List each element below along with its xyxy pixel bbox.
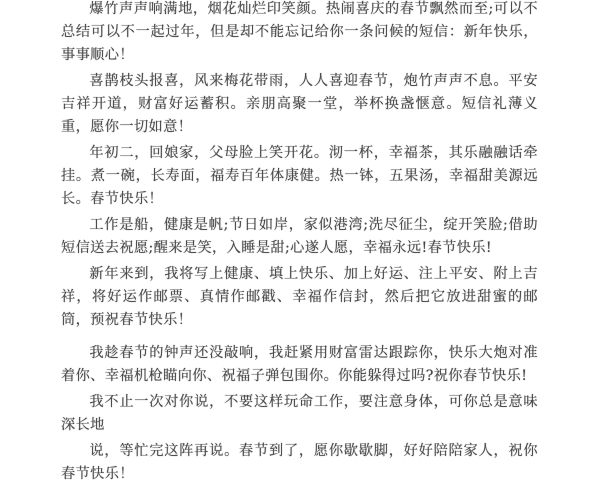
paragraph-2: 喜鹊枝头报喜，风来梅花带雨，人人喜迎春节，炮竹声声不息。平安吉祥开道，财富好运蓄积。亲朋高聚一堂，举杯换盏惬意。短信礼薄义重，愿你一切如意！ — [61, 73, 538, 135]
paragraph-5: 新年来到，我将写上健康、填上快乐、加上好运、注上平安、附上吉祥，将好运作邮票、真情作邮戳、幸福作信封，然后把它放进甜蜜的邮筒，预祝春节快乐！ — [61, 266, 538, 328]
paragraph-7-continuation-clipped: 说，等忙完这阵再说。春节到了，愿你歇歇脚，好好陪陪家人，祝你春节快乐！ — [61, 443, 538, 482]
paragraph-7: 我不止一次对你说，不要这样玩命工作，要注意身体，可你总是意味深长地 — [61, 394, 538, 433]
paragraph-4: 工作是船，健康是帆;节日如岸，家似港湾;洗尽征尘，绽开笑脸;借助短信送去祝愿;醒来是笑，入睡是甜;心遂人愿，幸福永远!春节快乐! — [61, 217, 538, 256]
document-text-block — [61, 0, 538, 486]
paragraph-3: 年初二，回娘家，父母脸上笑开花。沏一杯，幸福茶，其乐融融话牵挂。煮一碗，长寿面，福寿百年体康健。热一钵，五果汤，幸福甜美源远长。春节快乐！ — [61, 145, 538, 207]
paragraph-6: 我趁春节的钟声还没敲响，我赶紧用财富雷达跟踪你，快乐大炮对准着你、幸福机枪瞄向你、祝福子弹包围你。你能躲得过吗?祝你春节快乐! — [61, 345, 538, 384]
paragraph-1: 爆竹声声响满地，烟花灿烂印笑颜。热闹喜庆的春节飘然而至;可以不总结可以不一起过年，但是却不能忘记给你一条问候的短信：新年快乐，事事顺心！ — [61, 1, 538, 63]
